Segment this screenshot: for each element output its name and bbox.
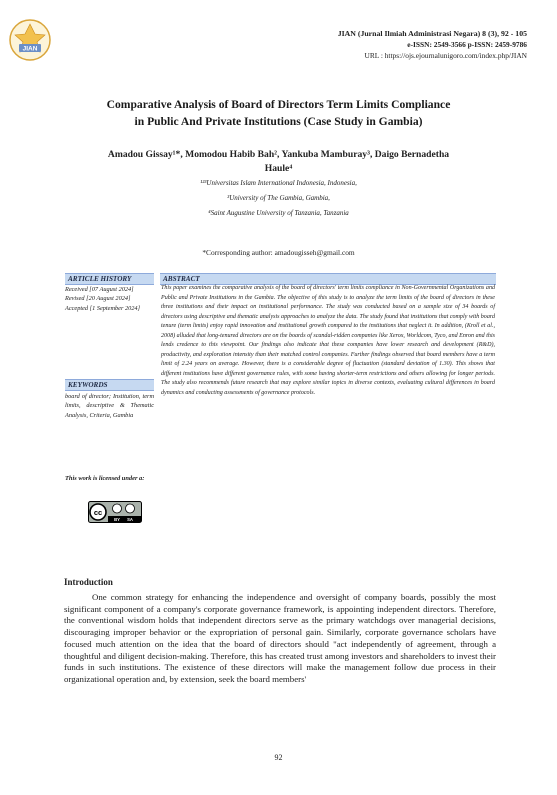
abstract-text: This paper examines the comparative analysis of the board of directors' term limits compliance in Non-Governmental Organizations and Public and Private Institutions in the Gambia. The objective of this study is to analyze the term limits of the board of directors in these three institutions and their impact on institutional performance. The study was conducted based on a sample size of 34 boards of directors using descriptive and thematic analysis approaches to analyze the data. The study found that institutions that comply with board tenure (term limits) enjoy rapid innovation and institutional growth compared to the institutions that neglect it. In addition, (Kroll et al., 2008) alluded that long-tenured directors are on the boards of scandal-ridden companies like Xerox, Worldcom, Tyco, and Enron and this lends credence to this viewpoint. Our findings also indicate that these companies have lower research and development (R&D), productivity, and exploration intensity than their matched control companies. Further findings observed that board members have a term limit of 2.24 years on average. However, there is a considerable degree of fluctuation (standard deviation of 1.30). This shows that different institutions have different governance rules, with some having shorter-term restrictions and others allowing for longer periods. The study also recommends future research that may explore similar topics in diverse contexts, evaluating cultural differences in board dynamics and conducting assessments of governance protocols. [161,285,495,396]
abstract-heading: ABSTRACT [160,273,496,285]
article-history [65,285,154,313]
cc-badge-text: cc [93,507,103,517]
journal-logo [8,18,52,62]
title-line-1: Comparative Analysis of Board of Directors Term Limits Compliance [106,98,451,111]
affiliation-3: ⁴Saint Augustine University of Tanzania, Tanzania [208,209,349,217]
corresponding-author: *Corresponding author: amadougisseh@gmail.com [202,248,355,257]
paper-title [40,96,517,130]
sa-badge-text: SA [127,517,133,522]
introduction-text: One common strategy for enhancing the independence and oversight of company boards, possibly the most significant component of a company's corporate governance framework, is appointing independent directors. Therefore, the conventional wisdom holds that independent directors serve as the primary watchdogs over managerial decisions, discouraging improper behavior or the expropriation of personal gain. Similarly, corporate governance scholars have focused much attention on the idea that the board of directors should "act independently of agreement, through a thoughtful and diligent decision-making. Therefore, this has created trust among investors and shareholders to invest their funds in such institutions. The existence of these directors will make the management follow due process in their organizational operation and, by extension, seek the board members' [64,592,496,684]
license-text: This work is licensed under a: [65,475,145,482]
article-history-heading: ARTICLE HISTORY [65,273,154,285]
cc-by-sa-badge[interactable] [88,501,142,523]
page-number: 92 [274,753,283,762]
journal-url[interactable]: URL : https://ojs.ejournalunigoro.com/index.php/JIAN [364,51,527,60]
keywords-heading: KEYWORDS [65,379,154,391]
accepted-date: Accepted [1 September 2024] [65,304,141,312]
journal-issn: e-ISSN: 2549-3566 p-ISSN: 2459-9786 [407,40,527,49]
by-badge-text: BY [114,517,120,522]
affiliation-1: ¹²³Universitas Islam International Indonesia, Indonesia, [200,179,357,187]
affiliation-2: ³University of The Gambia, Gambia, [227,194,330,202]
journal-citation: JIAN (Jurnal Ilmiah Administrasi Negara) 8 (3), 92 - 105 [337,29,527,38]
revised-date: Revised [20 August 2024] [65,295,131,303]
logo-text: JIAN [22,45,38,53]
introduction-heading: Introduction [64,577,113,587]
author-list [40,148,517,175]
received-date: Received [07 August 2024] [65,286,134,293]
keywords-text: board of director; Institution, term limits, descriptive & Thematic Analysis, Criteria, Gambia [65,393,154,419]
authors-line-1: Amadou Gissay¹*, Momodou Habib Bah², Yankuba Mamburay³, Daigo Bernadetha [107,149,450,160]
authors-line-2: Haule⁴ [264,162,293,174]
title-line-2: in Public And Private Institutions (Case Study in Gambia) [134,115,423,128]
